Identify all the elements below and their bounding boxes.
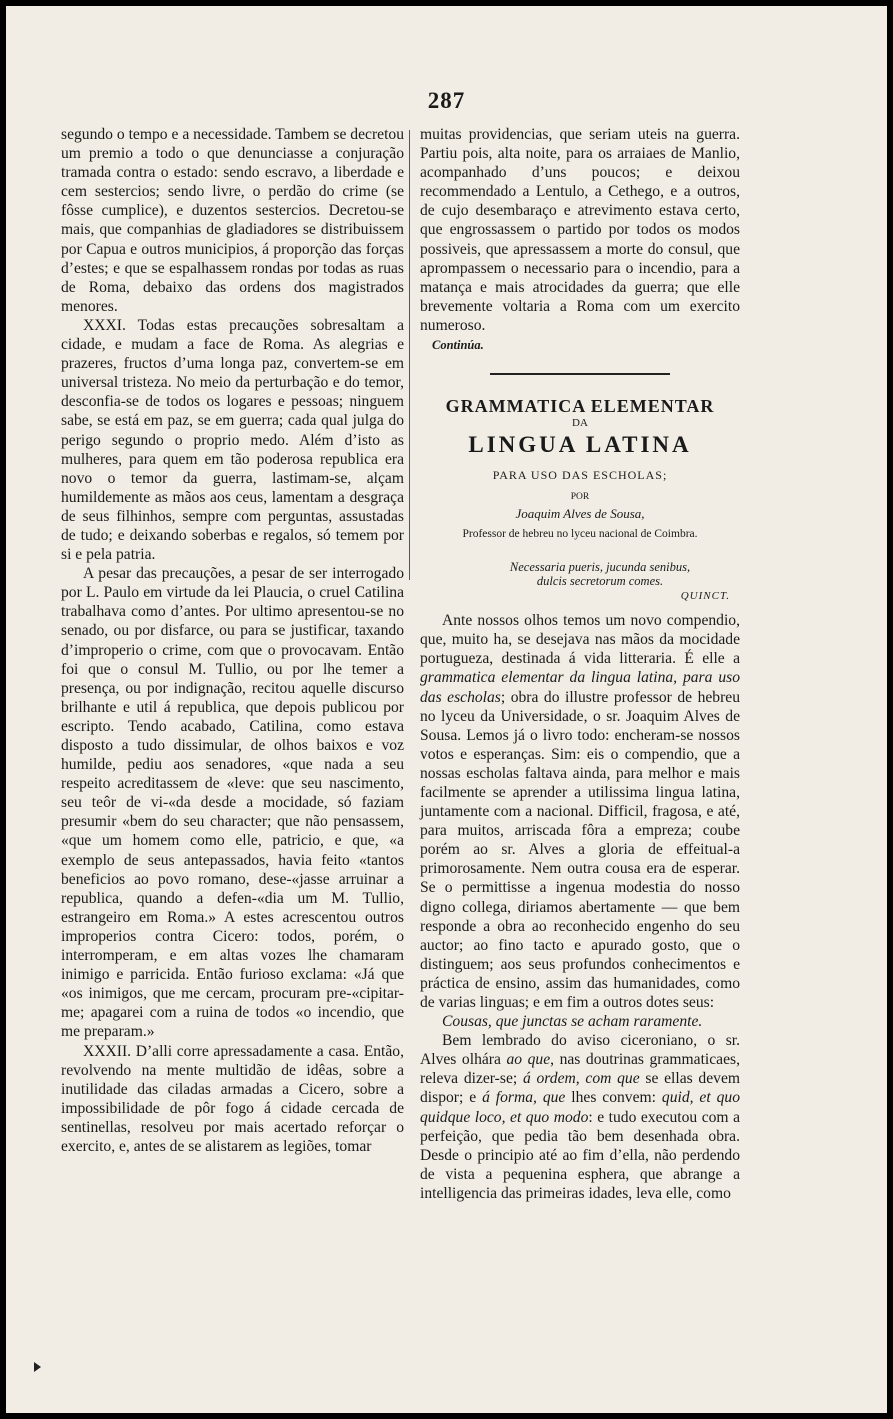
text-run: , nas doutrinas grammaticaes, releva dizer-se; — [420, 1051, 740, 1088]
text-run: Bem lembrado do aviso ciceroniano, o sr. Alves olhára — [420, 1032, 740, 1069]
serial-text-continuation: muitas providencias, que seriam uteis na guerra. Partiu pois, alta noite, para os arraiaes de Manlio, acompanhado d’uns poucos; e deixou recommendado a Lentulo, a Cethego, e a outros, de cujo desembaraço e atrevimento estava certo, que engrossassem o partido por todos os modos possiveis, que apressassem a morte do consul, que aprompassem o necessario para o incendio, para a matança e mais atrocidades da guerra; que elle brevemente voltaria a Roma com um exercito numeroso. — [420, 126, 740, 334]
left-paragraph: segundo o tempo e a necessidade. Tambem se decretou um premio a todo o que denunciasse a conjuração tramada contra o estado: sendo escravo, a liberdade e cem sestercios; sendo livre, o perdão do crime (se fôsse cumplice), e duzentos sestercios. Decretou-se mais, que companhias de gladiadores se distribuissem por Capua e outros municipios, á proporção das forças d’estes; e que se espalhassem rondas por todas as ruas de Roma, debaixo das ordens dos magistrados menores. — [61, 126, 404, 315]
heading-por: POR — [570, 492, 590, 503]
italic-run: á ordem, com que — [522, 1070, 640, 1088]
italic-run: Cousas, que junctas se acham raramente. — [442, 1013, 703, 1031]
corner-mark — [34, 1362, 41, 1372]
newspaper-page — [6, 6, 887, 1413]
page-number: 287 — [427, 88, 466, 113]
left-column — [61, 125, 404, 1156]
text-run: : e tudo executou com a perfeição, que pedia tão bem desenhada obra. Desde o principio até ao fim d’ella, não perdendo de vista a pequenina esphera, que abrange a intelligencia das primeiras idades, leva elle, como — [420, 1108, 741, 1202]
epigraph-source: QUINCT. — [680, 590, 730, 603]
heading-subject: LINGUA LATINA — [468, 432, 692, 458]
review-paragraph — [420, 611, 740, 1012]
left-paragraph: XXXII. D’alli corre apressadamente a casa. Então, revolvendo na mente multidão de idêas, sobre a inutilidade das ciladas armadas a Cicero, sobre a impossibilidade de pôr fogo á cidade cercada de sentinellas, resolveu por mais acertado reforçar o exercito, e, antes de se alistarem as legiões, tomar — [61, 1042, 404, 1155]
epigraph-line-2: dulcis secretorum comes. — [536, 574, 664, 589]
review-paragraph — [420, 1031, 740, 1203]
italic-run: ao que — [506, 1051, 551, 1069]
review-paragraph — [420, 1012, 740, 1031]
epigraph — [420, 560, 740, 603]
heading-da: DA — [572, 417, 588, 430]
left-paragraph: A pesar das precauções, a pesar de ser interrogado por L. Paulo em virtude da lei Plaucia, o cruel Catilina trabalhava como d’antes. Por ultimo apresentou-se no senado, ou por disfarce, ou para se justificar, taxando d’improperio o crime, com que o provocavam. Então foi que o consul M. Tullio, ou por lhe temer a presença, ou por indignação, recitou aquelle discurso brilhante e util á republica, que depois publicou por escripto. Tendo acabado, Catilina, como estava disposto a tudo dissimular, de olhos baixos e voz humilde, pediu aos senadores, «que nada a seu respeito acreditassem de «leve: que seu nascimento, seu teôr de vi-«da desde a mocidade, só faziam presumir «bem do seu character; que não pensassem, «que um homem como elle, patricio, e que, «a exemplo de seus antepassados, havia feito «tantos beneficios ao povo romano, dese-«jasse arruinar a republica, quando a defen-«dia um M. Tullio, estrangeiro em Roma.» A estes acrescentou outros improperios contra Cicero: todos, porém, o interromperam, e em altas vozes lhe chamaram inimigo e parricida. Então furioso exclama: «Já que «os inimigos, que me cercam, procuram pre-«cipitar-me; apagarei com a ruina de todos «o incendio, que me preparam.» — [61, 565, 404, 1041]
text-run: lhes convem: — [565, 1089, 662, 1107]
heading-position: Professor de hebreu no lyceu nacional de Coimbra. — [462, 528, 698, 541]
right-column — [420, 125, 740, 1203]
continua-note: Continúa. — [432, 338, 484, 353]
text-run: ; obra do illustre professor de hebreu no lyceu da Universidade, o sr. Joaquim Alves de Sousa. Lemos já o livro todo: encheram-se nossos votos e esperanças. Sim: eis o compendio, que a nossas escholas faltava ainda, para melhor e mais facilmente se aprender a utilissima lingua latina, juntamente com a nacional. Difficil, fragosa, e até, para muitos, arriscada fôra a empreza; coube porém ao sr. Alves a gloria de effeitual-a primorosamente. Nem outra cousa era de esperar. Se o permittisse a ingenua modestia do nosso digno collega, diriamos abertamente — que bem responde a obra ao reconhecido engenho do seu auctor; ao fino tacto e apurado gosto, que o distinguem; aos seus profundos conhecimentos e práctica de ensino, assim das humanidades, como de varias linguas; e em fim a outros dotes seus: — [420, 688, 740, 1011]
heading-author: Joaquim Alves de Sousa, — [515, 506, 645, 522]
text-run: se ellas devem dispor; e — [420, 1070, 740, 1107]
review-body — [420, 611, 740, 1203]
italic-run: quid, et quo quidque loco, et quo modo — [420, 1089, 740, 1126]
italic-run: grammatica elementar da lingua latina, para uso das escholas — [420, 669, 740, 706]
heading-title: GRAMMATICA ELEMENTAR — [445, 396, 715, 417]
epigraph-line-1: Necessaria pueris, jucunda senibus, — [509, 560, 691, 575]
column-divider — [409, 130, 410, 580]
heading-purpose: PARA USO DAS ESCHOLAS; — [492, 468, 668, 483]
section-rule — [490, 373, 670, 375]
left-paragraph: XXXI. Todas estas precauções sobresaltam a cidade, e mudam a face de Roma. As alegrias e prazeres, fructos d’uma longa paz, convertem-se em universal tristeza. No meio da perturbação e do temor, desconfia-se de todos os logares e pessoas; ninguem sabe, se está em paz, se em guerra; cada qual julga do perigo segundo o proprio medo. Além d’isto as mulheres, para quem em tão poderosa republica era novo o temor da guerra, lastimam-se, alçam humildemente as mãos aos ceus, lamentam a desgraça de seus filhinhos, sempre com perguntas, assustadas de tudo; e deixando soberbas e regalos, só temem por si e pela patria. — [61, 316, 404, 564]
text-run: Ante nossos olhos temos um novo compendio, que, muito ha, se desejava nas mãos da mocidade portugueza, destinada á vida litteraria. É elle a — [420, 612, 740, 668]
italic-run: á forma, que — [482, 1089, 566, 1107]
